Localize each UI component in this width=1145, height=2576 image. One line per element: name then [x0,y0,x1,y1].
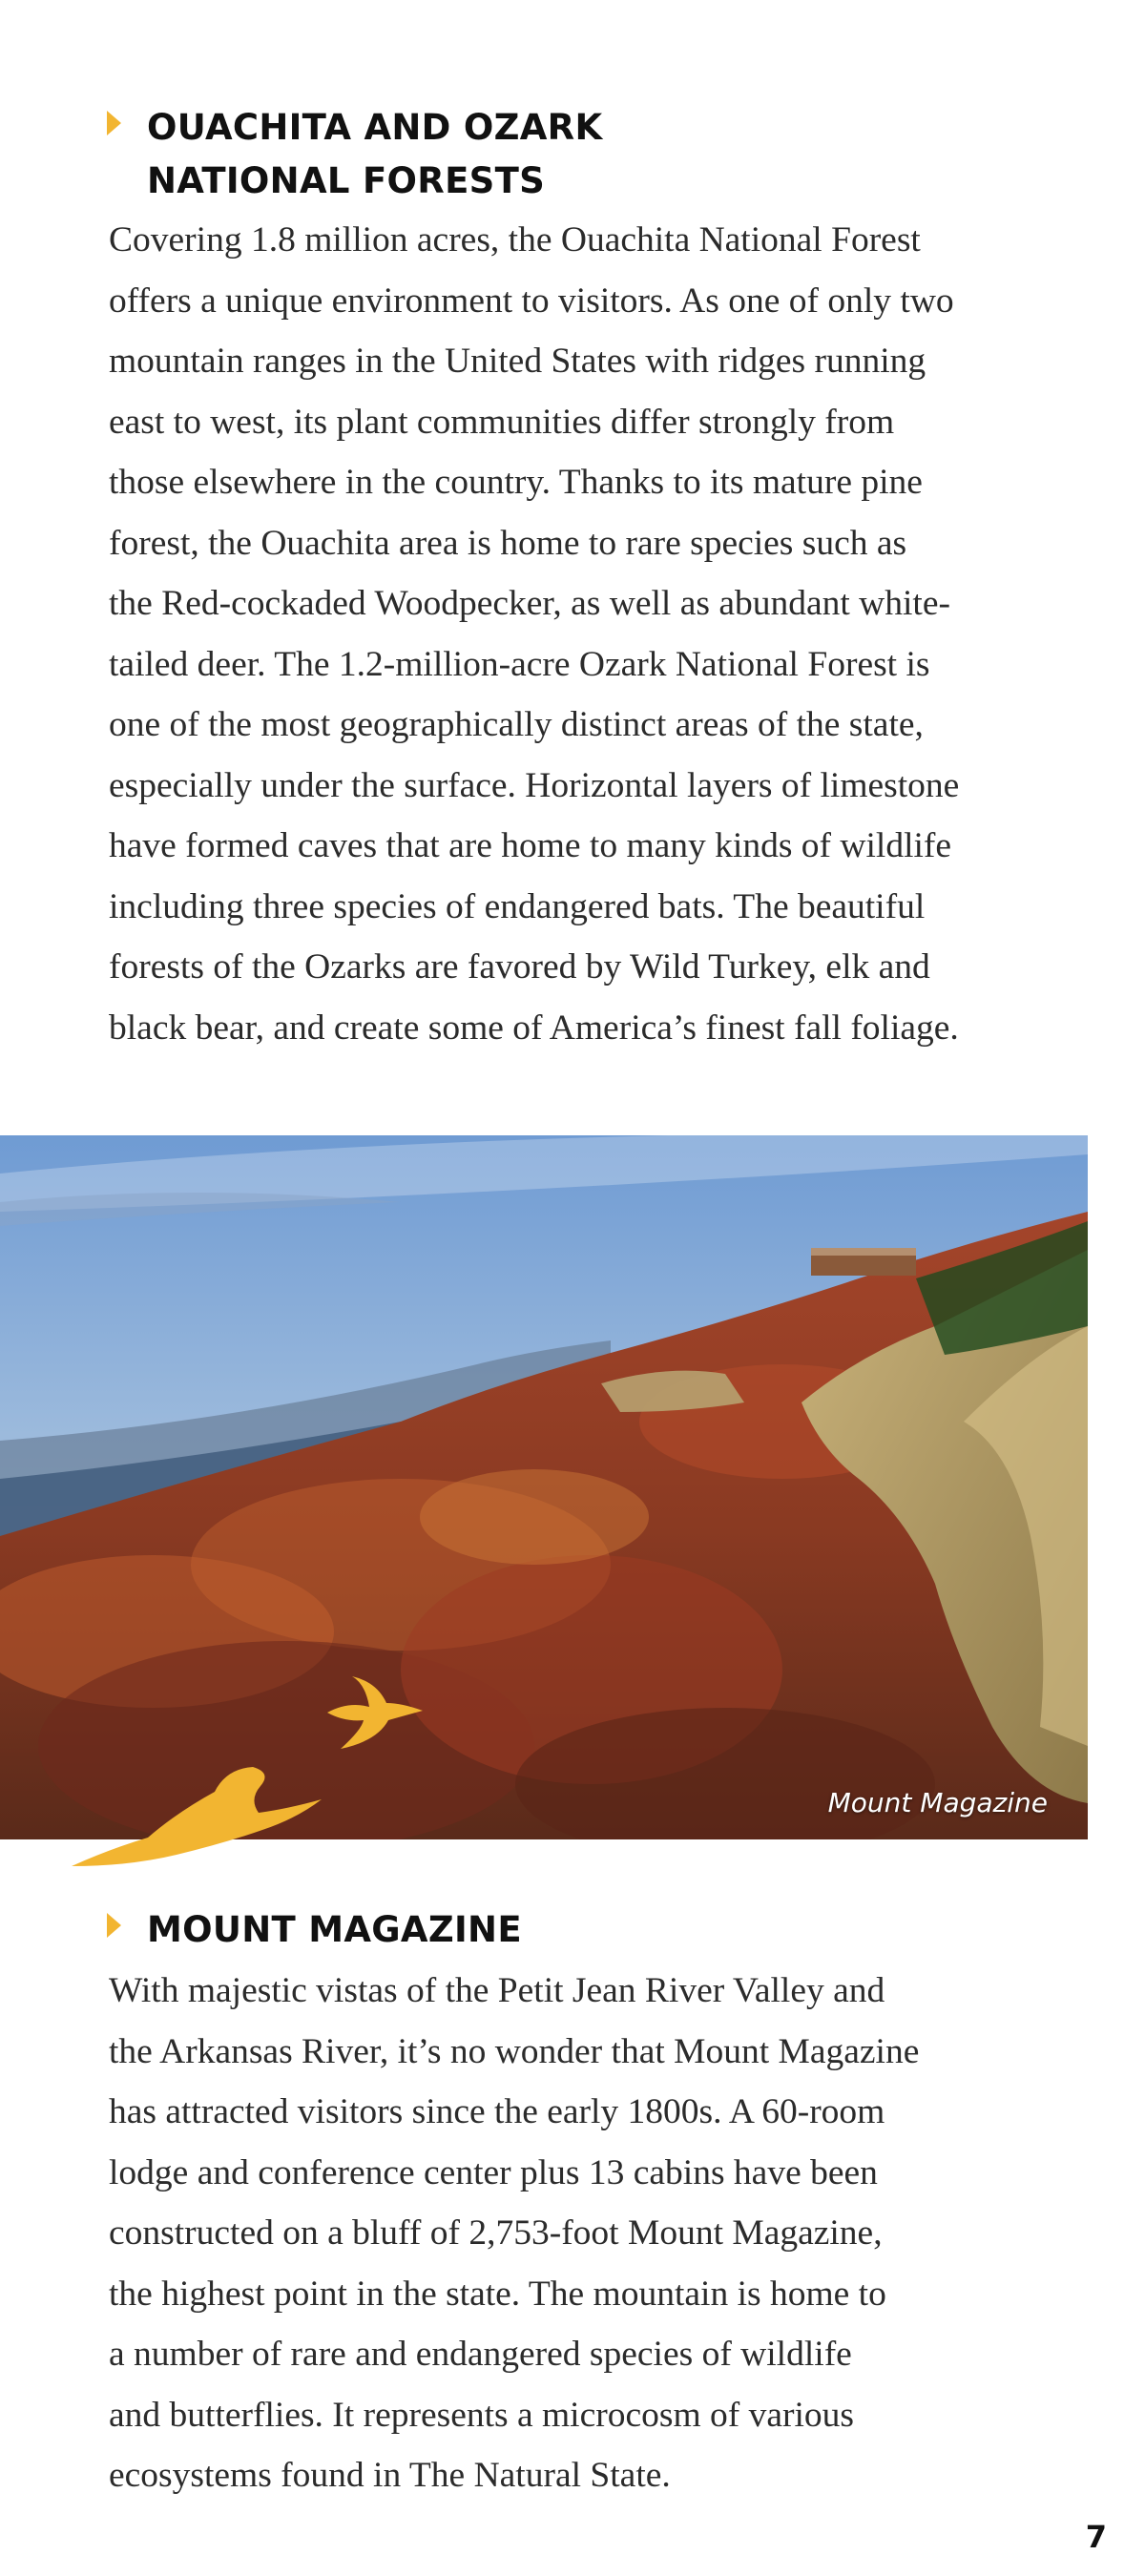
heading-text [147,101,602,208]
body-line: the Red-cockaded Woodpecker, as well as abundant white- [109,584,950,623]
body-line: ecosystems found in The Natural State. [109,2456,671,2495]
body-line: black bear, and create some of America’s finest fall foliage. [109,1008,959,1048]
body-line: lodge and conference center plus 13 cabins have been [109,2152,878,2192]
section-heading-mount-magazine [107,1903,522,1957]
large-bird-icon [72,1763,329,1873]
triangle-bullet-icon [107,1913,121,1938]
body-line: including three species of endangered bats. The beautiful [109,886,926,926]
section-heading-ouachita-ozark [107,101,602,208]
heading-line: OUACHITA AND OZARK [147,107,603,148]
mount-magazine-photo [0,1135,1088,1839]
body-line: one of the most geographically distinct areas of the state, [109,705,924,744]
body-line: tailed deer. The 1.2-million-acre Ozark National Forest is [109,644,930,684]
body-line: the highest point in the state. The mountain is home to [109,2274,886,2314]
page-number: 7 [1085,2519,1107,2555]
heading-line: NATIONAL FORESTS [147,160,546,201]
landscape-illustration [0,1135,1088,1839]
triangle-bullet-icon [107,111,121,135]
body-line: With majestic vistas of the Petit Jean River Valley and [109,1971,885,2010]
body-line: those elsewhere in the country. Thanks to its mature pine [109,463,923,502]
body-line: east to west, its plant communities differ strongly from [109,402,895,442]
body-line: have formed caves that are home to many kinds of wildlife [109,826,952,865]
body-line: forests of the Ozarks are favored by Wild Turkey, elk and [109,947,930,987]
body-line: mountain ranges in the United States with ridges running [109,342,926,381]
body-line: Covering 1.8 million acres, the Ouachita National Forest [109,220,921,260]
body-line: offers a unique environment to visitors. As one of only two [109,280,954,321]
photo-caption: Mount Magazine [827,1787,1048,1818]
body-line: forest, the Ouachita area is home to rare species such as [109,523,907,563]
body-line: has attracted visitors since the early 1800s. A 60-room [109,2092,885,2131]
section1-body-text [109,210,1063,1058]
body-line: especially under the surface. Horizontal layers of limestone [109,765,960,805]
small-bird-icon [320,1674,425,1751]
heading-text: MOUNT MAGAZINE [147,1909,522,1950]
body-line: and butterflies. It represents a microcosm of various [109,2395,854,2435]
section2-body-text [109,1961,1063,2506]
body-line: the Arkansas River, it’s no wonder that Mount Magazine [109,2031,920,2071]
body-line: constructed on a bluff of 2,753-foot Mount Magazine, [109,2213,883,2253]
body-line: a number of rare and endangered species of wildlife [109,2335,852,2374]
